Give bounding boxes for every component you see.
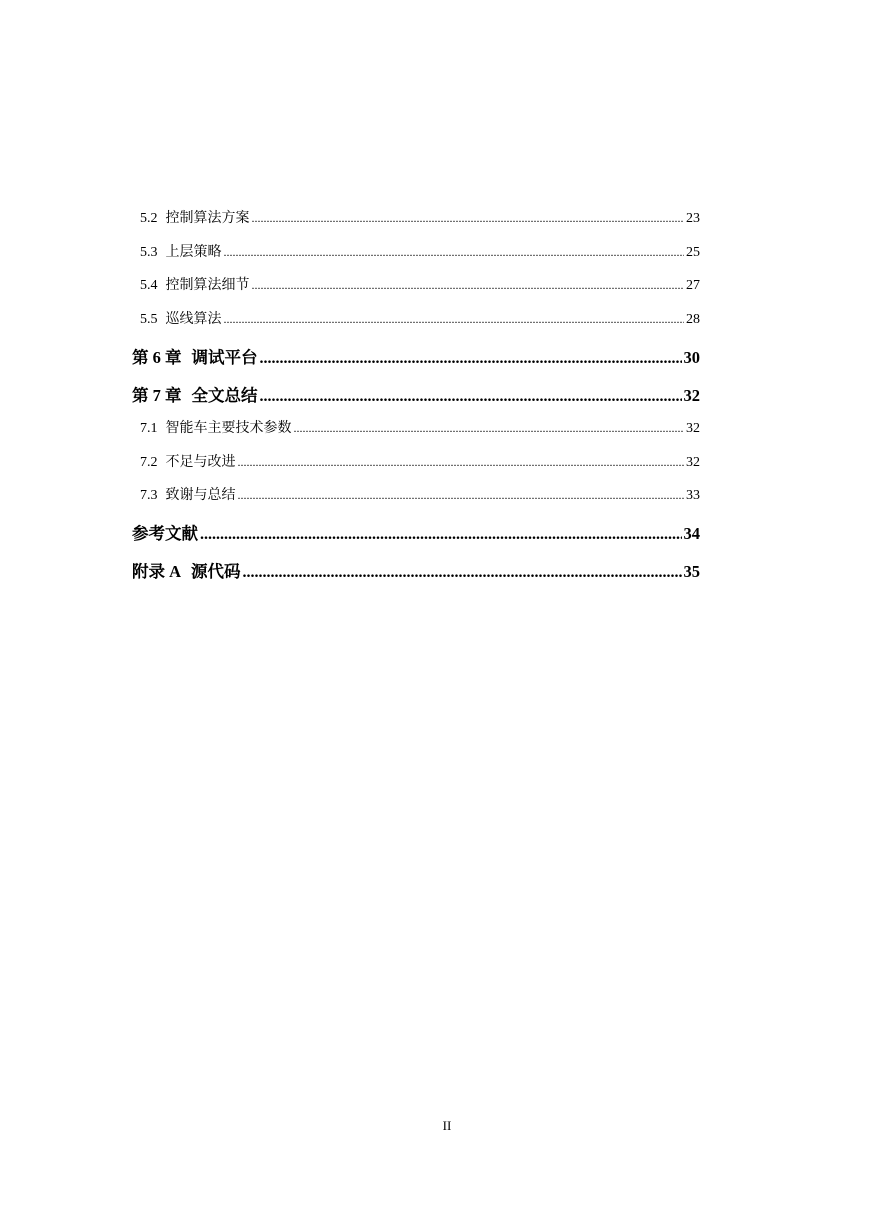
toc-entry-number: 5.3	[140, 245, 158, 260]
toc-entry-number: 第 6 章	[132, 348, 182, 367]
toc-entry-page: 34	[683, 524, 700, 543]
toc-entry-title: 源代码	[191, 562, 241, 581]
toc-entry-page: 33	[686, 488, 700, 503]
toc-entry-number: 7.2	[140, 455, 158, 470]
toc-entry-title: 调试平台	[191, 348, 258, 367]
toc-entry-title: 控制算法细节	[165, 278, 250, 293]
toc-entry-page: 28	[686, 312, 700, 327]
dot-leader	[243, 564, 682, 582]
toc-entry-page: 25	[686, 245, 700, 260]
dot-leader	[224, 245, 685, 260]
toc-entry-title: 巡线算法	[165, 312, 222, 327]
toc-entry-number: 5.4	[140, 278, 158, 293]
toc-entry-page: 35	[683, 562, 700, 581]
toc-entry-title: 不足与改进	[165, 455, 236, 470]
toc-entry-5-3[interactable]	[140, 241, 700, 261]
toc-entry-page: 32	[683, 386, 700, 405]
toc-entry-references[interactable]	[132, 520, 700, 544]
toc-entry-number: 5.2	[140, 211, 158, 226]
toc-entry-5-5[interactable]	[140, 308, 700, 328]
toc-entry-number: 附录 A	[132, 562, 182, 581]
toc-entry-title: 控制算法方案	[165, 211, 250, 226]
dot-leader	[252, 211, 685, 226]
toc-entry-7-1[interactable]	[140, 417, 700, 437]
toc-entry-5-4[interactable]	[140, 274, 700, 294]
toc-entry-page: 32	[686, 421, 700, 436]
toc-entry-chapter-6[interactable]	[132, 344, 700, 368]
toc-entry-number: 5.5	[140, 312, 158, 327]
toc-entry-title: 上层策略	[165, 245, 222, 260]
dot-leader	[260, 388, 682, 406]
dot-leader	[294, 421, 685, 436]
dot-leader	[252, 278, 685, 293]
page-number: II	[442, 1118, 452, 1133]
toc-entry-title: 智能车主要技术参数	[165, 421, 292, 436]
toc-entry-number: 第 7 章	[132, 386, 182, 405]
toc-entry-5-2[interactable]	[140, 207, 700, 227]
dot-leader	[200, 526, 682, 544]
toc-entry-chapter-7[interactable]	[132, 382, 700, 406]
toc-entry-title: 全文总结	[191, 386, 258, 405]
toc-entry-page: 23	[686, 211, 700, 226]
dot-leader	[260, 350, 682, 368]
toc-entry-title: 致谢与总结	[165, 488, 236, 503]
toc-entry-7-3[interactable]	[140, 484, 700, 504]
toc-entry-page: 32	[686, 455, 700, 470]
toc-entry-page: 30	[683, 348, 700, 367]
toc-entry-title: 参考文献	[132, 524, 198, 543]
dot-leader	[224, 312, 685, 327]
toc-entry-number: 7.1	[140, 421, 158, 436]
dot-leader	[238, 455, 685, 470]
toc-entry-page: 27	[686, 278, 700, 293]
toc-entry-appendix-a[interactable]	[132, 558, 700, 582]
toc-entry-7-2[interactable]	[140, 451, 700, 471]
dot-leader	[238, 488, 685, 503]
toc-entry-number: 7.3	[140, 488, 158, 503]
